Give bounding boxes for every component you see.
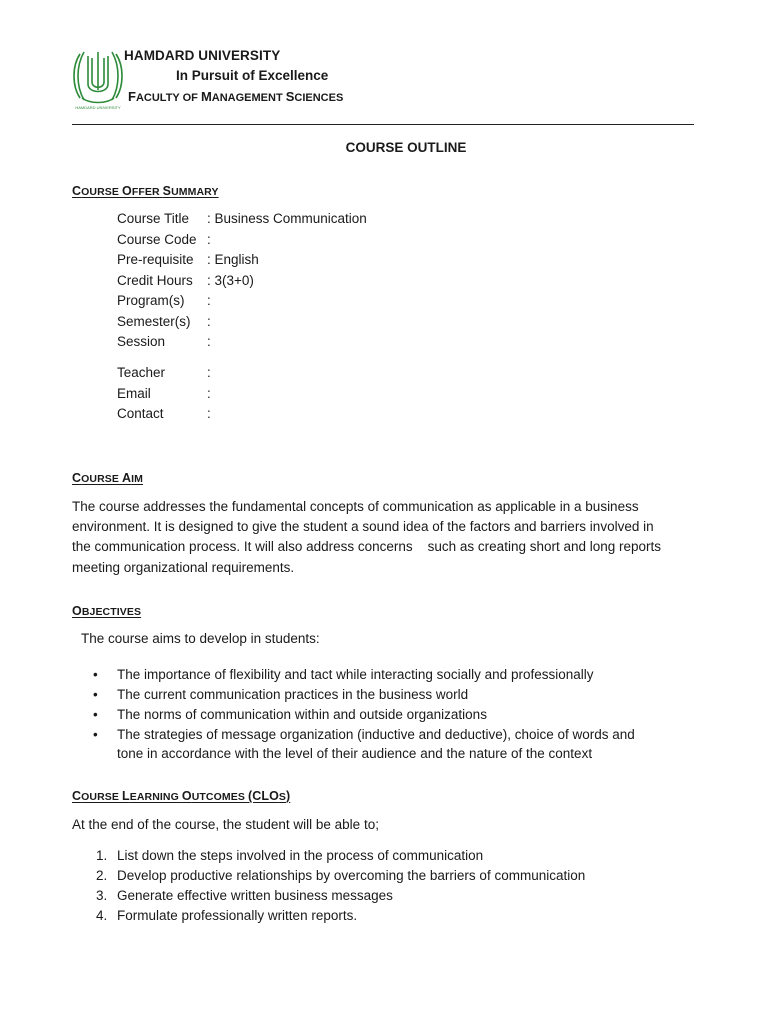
document-title: COURSE OUTLINE bbox=[345, 140, 467, 155]
bullet-icon: • bbox=[93, 667, 98, 682]
clos-heading: COURSE LEARNING OUTCOMES (CLOS) bbox=[72, 789, 291, 803]
objectives-intro: The course aims to develop in students: bbox=[81, 631, 320, 646]
logo-text: HAMDARD UNIVERSITY bbox=[75, 105, 121, 110]
course-aim-line: the communication process. It will also address concerns such as creating short and long reports bbox=[72, 539, 662, 554]
faculty-name: FACULTY OF MANAGEMENT SCIENCES bbox=[128, 89, 344, 104]
course-aim-heading: COURSE AIM bbox=[72, 471, 144, 485]
course-outline-page: HAMDARD UNIVERSITY HAMDARD UNIVERSITY In Pursuit of Excellence FACULTY OF MANAGEMENT SCIENCES COURSE OUTLINE COURSE OFFER SUMMARY Course Title : Business Communication Course Code : Pre-requisite : English Credit Hours : 3(3+0) Program(s) : Semester(s) : Session : Teacher : Email : Contact : COURSE AIM The course addresses the fundamental concepts of communication as applicable in a business environment. It is designed to give the student a sound idea of the factors and barriers involved in the communication process. It will also address concerns such as creating short and long reports meeting organizational requirements. OBJECTIVES The course aims to develop in students: • The importance of flexibility and tact while interacting socially and professionally • The current communication practices in the business world • The norms of communication within and outside organizations • The strategies of message organization (inductive and deductive), choice of words and tone in accordance with the level of their audience and the nature of the context COURSE LEARNING OUTCOMES (CLOS) At the end of the course, the student will be able to; 1. List down the steps involved in the process of communication 2. Develop productive relationships by overcoming the barriers of communication 3. Generate effective written business messages 4. Formulate professionally written reports. bbox=[0, 0, 768, 1024]
university-motto: In Pursuit of Excellence bbox=[176, 68, 329, 83]
course-aim-line: meeting organizational requirements. bbox=[72, 560, 295, 575]
course-aim-line: environment. It is designed to give the student a sound idea of the factors and barriers involved in bbox=[72, 519, 654, 534]
bullet-icon: • bbox=[93, 727, 98, 742]
header-divider bbox=[72, 124, 694, 125]
university-logo-icon bbox=[70, 46, 126, 112]
clos-intro: At the end of the course, the student will be able to; bbox=[72, 817, 379, 832]
offer-summary-heading: COURSE OFFER SUMMARY bbox=[72, 184, 219, 198]
objectives-heading: OBJECTIVES bbox=[72, 604, 142, 618]
university-name: HAMDARD UNIVERSITY bbox=[124, 48, 281, 63]
bullet-icon: • bbox=[93, 687, 98, 702]
course-aim-line: The course addresses the fundamental concepts of communication as applicable in a business bbox=[72, 499, 639, 514]
bullet-icon: • bbox=[93, 707, 98, 722]
